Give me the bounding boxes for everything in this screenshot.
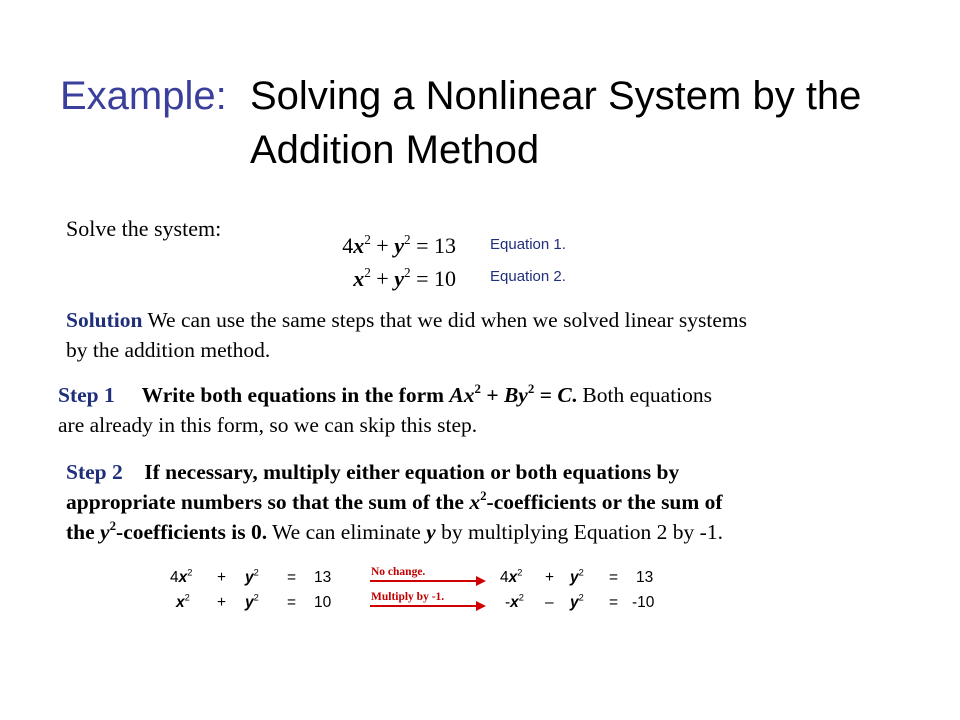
arrow1-note: No change. (371, 566, 426, 578)
step2-paragraph: Step 2 If necessary, multiply either equation or both equations by appropriate numbers so that the sum of the $x^2$-coefficients or the sum of the $y^2$-coefficients is 0. We can eliminate y by multiplying Equation 2 by -1. (66, 460, 723, 544)
arrow-right-icon (368, 599, 488, 613)
left-r1-value: 13 (314, 569, 332, 586)
equation-1-label: Equation 1. (490, 236, 566, 253)
right-r2-term2: $y^2$ (570, 592, 584, 611)
step2-line3a: the (66, 520, 95, 544)
equation-1: $4x^2 + y^2 = 13$ (342, 231, 456, 258)
solve-prompt: Solve the system: (66, 216, 222, 241)
right-r2-equals: = (609, 594, 619, 611)
solution-text-1: We can use the same steps that we did when we solved linear systems (147, 308, 747, 332)
right-r1-term1: $4x^2$ (500, 567, 523, 586)
equation-2: $x^2 + y^2 = 10$ (353, 264, 456, 291)
page-title-line2: Addition Method (250, 128, 540, 172)
right-r1-equals: = (609, 569, 619, 586)
step1-rest: Both equations (582, 383, 713, 407)
title-lead: Example: (60, 74, 227, 118)
step2-line2b: -coefficients or the sum of (486, 490, 723, 514)
left-r1-term2: $y^2$ (245, 567, 259, 586)
left-r1-term1: $4x^2$ (170, 567, 193, 586)
solution-paragraph (66, 305, 747, 365)
right-r2-term1: $-x^2$ (505, 592, 524, 611)
equation-2-label: Equation 2. (490, 268, 566, 285)
step2-line2a: appropriate numbers so that the sum of the (66, 490, 464, 514)
left-r2-equals: = (287, 594, 297, 611)
step2-line3c: We can eliminate (272, 520, 421, 544)
step1-paragraph: Step 1 Write both equations in the form $Ax^2 + By^2 = C$. Both equations are already in this form, so we can skip this step. (58, 380, 712, 440)
solution-text-2: by the addition method. (66, 338, 271, 362)
step2-label: Step 2 (66, 460, 123, 484)
page-title-line1: Solving a Nonlinear System by the (250, 74, 862, 118)
step2-line1: If necessary, multiply either equation or both equations by (144, 460, 680, 484)
arrow-right-icon (368, 574, 488, 588)
left-r1-equals: = (287, 569, 297, 586)
left-r2-plus: + (217, 594, 227, 611)
step1-label: Step 1 (58, 383, 115, 407)
step2-line3b: -coefficients is 0. (116, 520, 268, 544)
left-r2-value: 10 (314, 594, 332, 611)
left-r1-plus: + (217, 569, 227, 586)
step2-line3d: by multiplying Equation 2 by -1. (441, 520, 723, 544)
left-r2-term2: $y^2$ (245, 592, 259, 611)
step1-line2: are already in this form, so we can skip this step. (58, 413, 478, 437)
right-r2-minus: – (545, 594, 554, 611)
left-r2-term1: $x^2$ (176, 592, 190, 611)
right-r2-value: -10 (632, 594, 655, 611)
right-r1-value: 13 (636, 569, 654, 586)
right-r1-term2: $y^2$ (570, 567, 584, 586)
right-r1-plus: + (545, 569, 555, 586)
step1-bold-text: Write both equations in the form (141, 383, 445, 407)
arrow2-note: Multiply by -1. (371, 591, 445, 603)
solution-label: Solution (66, 308, 143, 332)
